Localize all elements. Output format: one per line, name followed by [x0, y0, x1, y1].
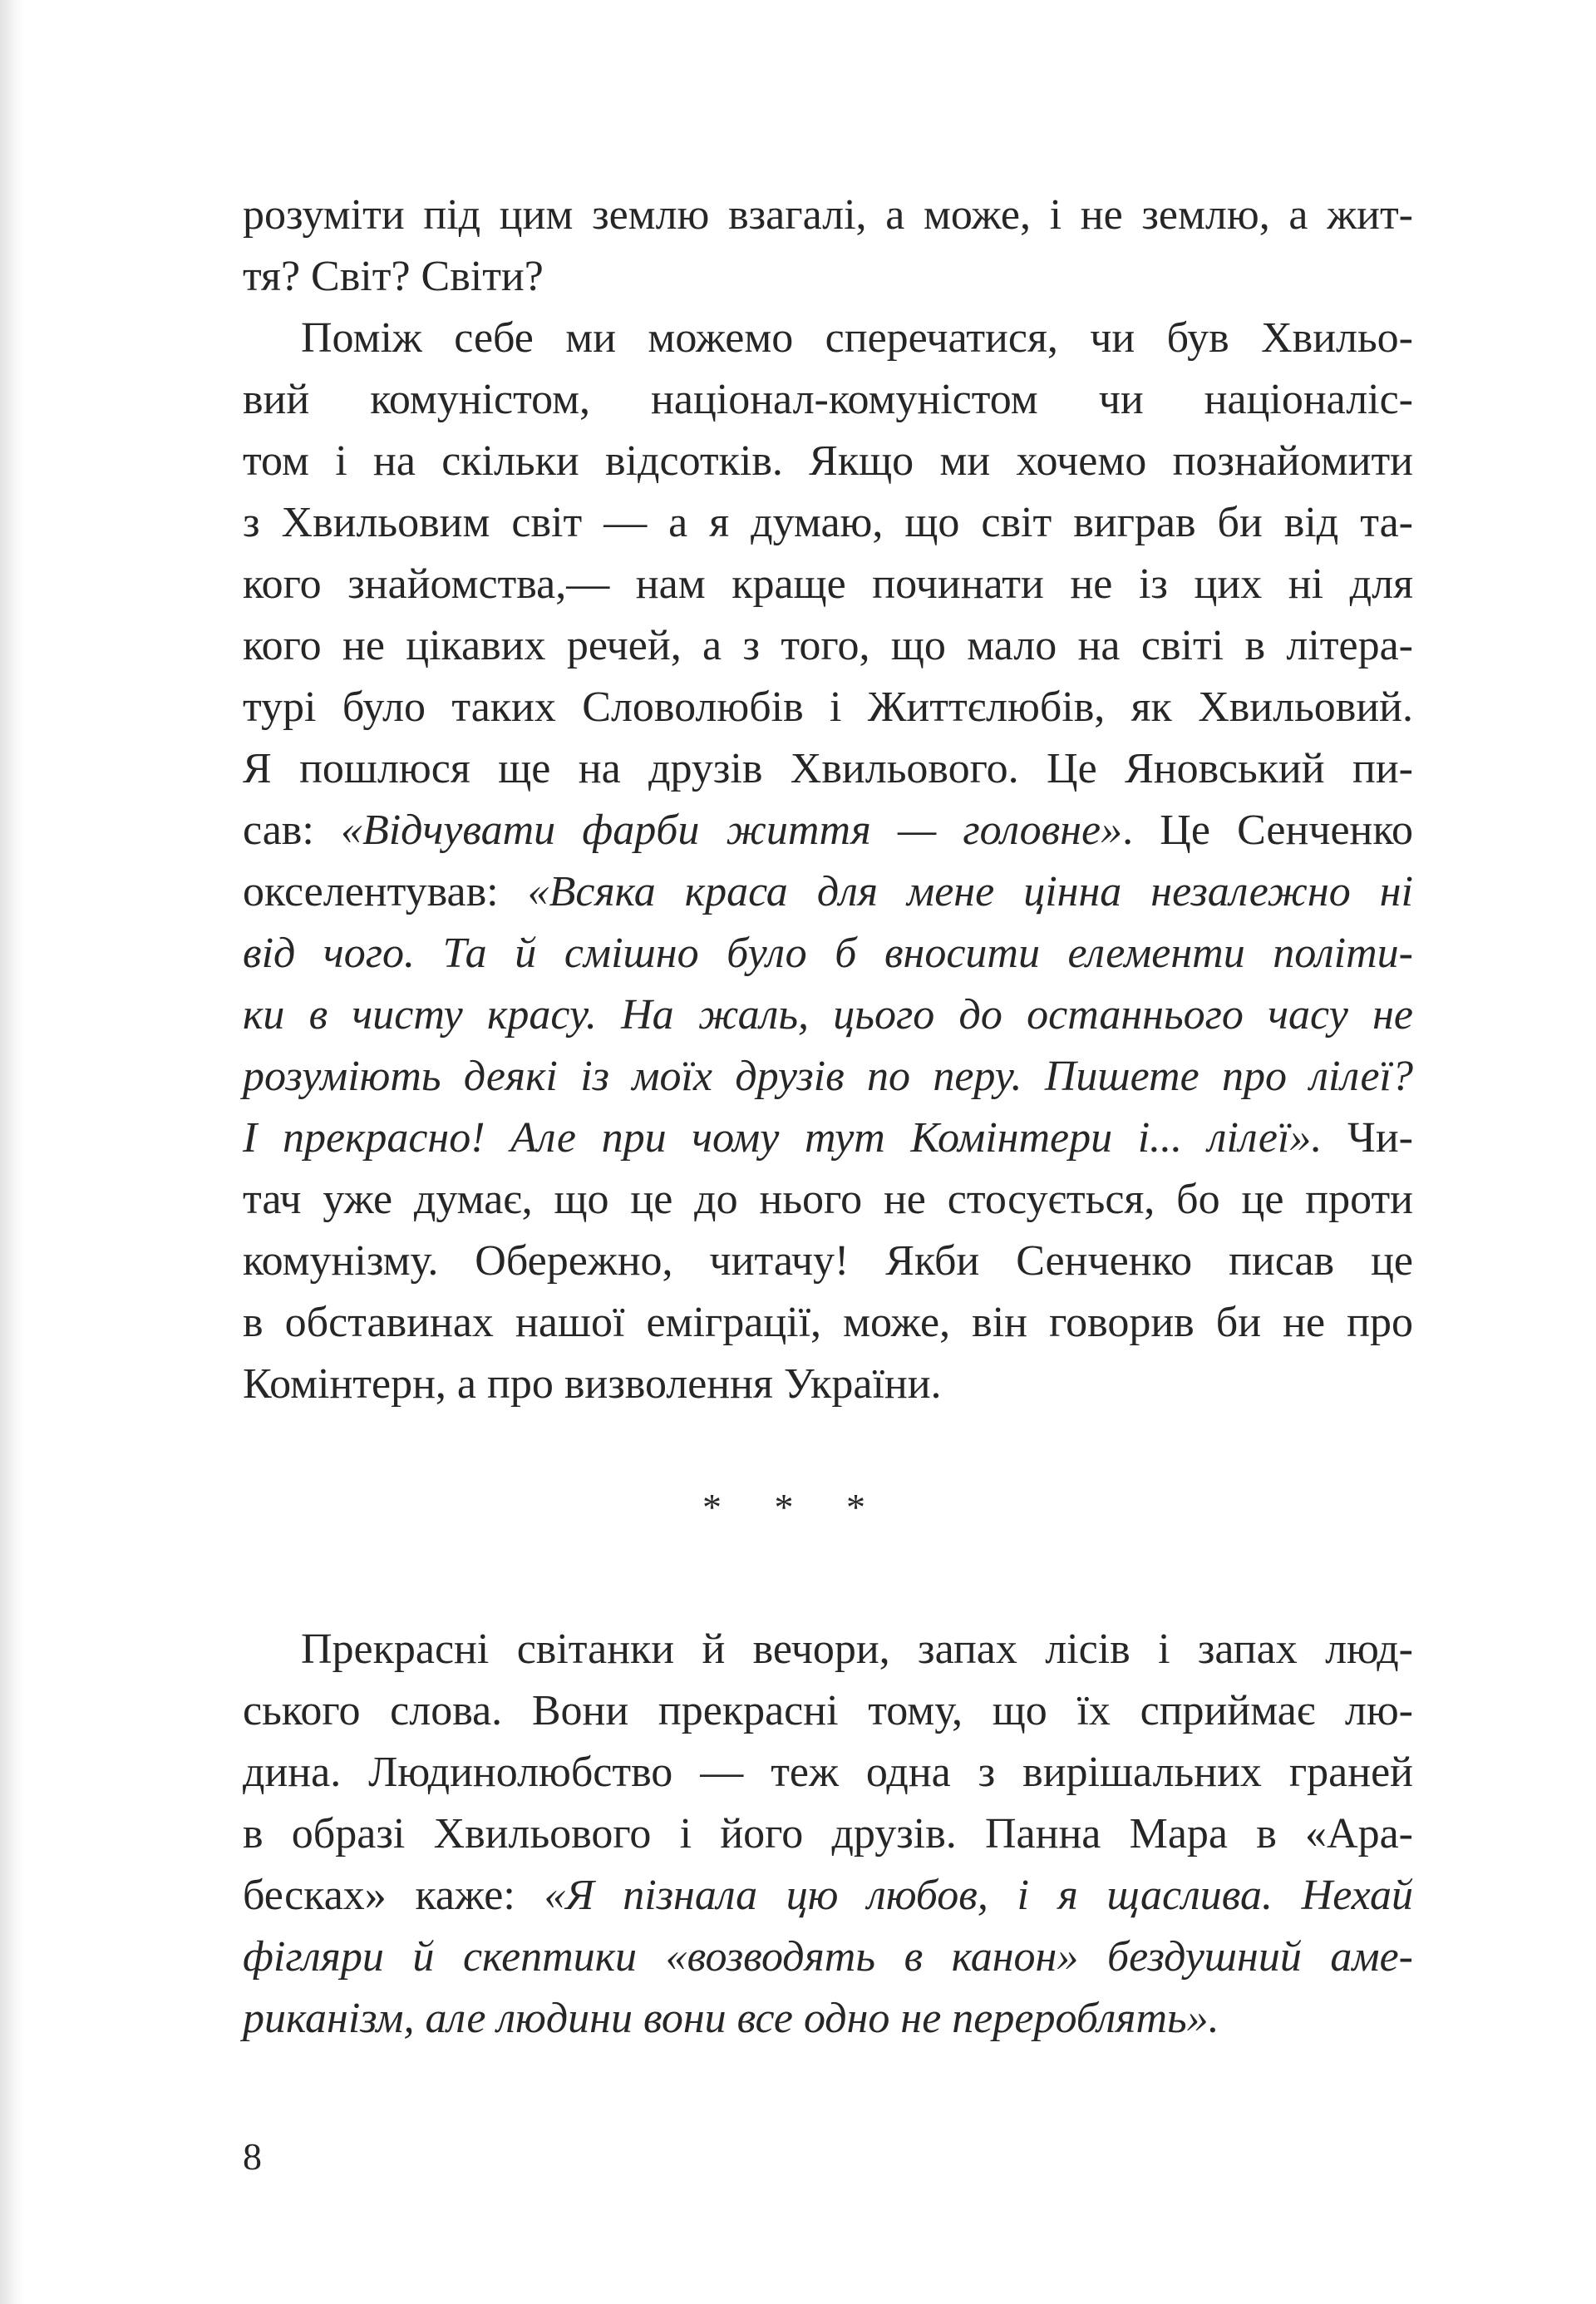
- text-segment: Прекрасні світанки й вечори, запах лісів і запах люд-: [301, 1626, 1413, 1673]
- italic-text-segment: «Я пізнала цю любов, і я щаслива. Нехай: [544, 1872, 1413, 1919]
- text-segment: розуміти під цим землю взагалі, а може, і не землю, а жит-: [243, 191, 1413, 239]
- text-line: [243, 800, 1413, 861]
- page-number: 8: [243, 2135, 262, 2178]
- text-line: [243, 923, 1413, 984]
- text-segment: сав:: [243, 807, 341, 854]
- italic-text-segment: фігляри й скептики «возводять в канон» бездушний аме-: [243, 1933, 1413, 1981]
- text-segment: Поміж себе ми можемо сперечатися, чи був Хвильо-: [301, 314, 1413, 362]
- text-segment: кого знайомства,— нам краще починати не із цих ні для: [243, 560, 1413, 608]
- text-segment: Чи-: [1322, 1114, 1413, 1162]
- scan-edge-shadow: [0, 0, 25, 2304]
- text-segment: з Хвильовим світ — а я думаю, що світ виграв би від та-: [243, 499, 1413, 546]
- text-line: [243, 1680, 1413, 1742]
- text-segment: тач уже думає, що це до нього не стосується, бо це проти: [243, 1176, 1413, 1223]
- text-line: [243, 615, 1413, 677]
- text-line: [243, 369, 1413, 431]
- text-segment: комунізму. Обережно, читачу! Якби Сенченко писав це: [243, 1237, 1413, 1285]
- italic-text-segment: ки в чисту красу. На жаль, цього до останнього часу не: [243, 991, 1413, 1039]
- text-line: [243, 1046, 1413, 1108]
- text-line: [243, 1742, 1413, 1803]
- text-line: [243, 984, 1413, 1046]
- text-line: [243, 1231, 1413, 1292]
- text-line: [243, 246, 1413, 308]
- text-line: [243, 1865, 1413, 1927]
- text-line: [243, 677, 1413, 738]
- text-segment: Я пошлюся ще на друзів Хвильового. Це Яновський пи-: [243, 745, 1413, 792]
- italic-text-segment: «Всяка краса для мене цінна незалежно ні: [527, 868, 1413, 915]
- text-segment: . Це Сенченко: [1122, 807, 1414, 854]
- text-column: [243, 185, 1413, 2050]
- paragraph: [243, 1619, 1413, 2050]
- text-line: [243, 1108, 1413, 1169]
- text-segment: дина. Людинолюбство — теж одна з вирішальних граней: [243, 1749, 1413, 1796]
- text-line: [243, 1619, 1413, 1680]
- paragraph: [243, 185, 1413, 308]
- text-line: [243, 431, 1413, 492]
- paragraph: [243, 308, 1413, 1415]
- text-segment: вий комуністом, націонал-комуністом чи націоналіс-: [243, 376, 1413, 423]
- text-line: [243, 308, 1413, 369]
- text-line: [243, 1803, 1413, 1865]
- italic-text-segment: І прекрасно! Але при чому тут Комінтери і... лілеї».: [243, 1114, 1323, 1162]
- text-line: [243, 1354, 1413, 1415]
- text-segment: бесках» каже:: [243, 1872, 544, 1919]
- text-segment: тя? Світ? Світи?: [243, 253, 544, 300]
- section-separator-stars: * * *: [702, 1486, 887, 1528]
- text-line: [243, 1169, 1413, 1231]
- text-line: [243, 185, 1413, 246]
- text-line: [243, 1292, 1413, 1354]
- text-segment: кого не цікавих речей, а з того, що мало на світі в літера-: [243, 622, 1413, 669]
- text-segment: Комінтерн, а про визволення України.: [243, 1360, 942, 1408]
- text-segment: турі було таких Словолюбів і Життєлюбів, як Хвильовий.: [243, 683, 1413, 731]
- text-line: [243, 554, 1413, 615]
- text-line: [243, 1988, 1413, 2050]
- text-line: [243, 1927, 1413, 1988]
- text-segment: окселентував:: [243, 868, 528, 915]
- text-segment: в обставинах нашої еміграції, може, він говорив би не про: [243, 1299, 1413, 1346]
- text-line: [243, 492, 1413, 554]
- italic-text-segment: риканізм, але людини вони все одно не перероблять».: [243, 1995, 1219, 2042]
- italic-text-segment: розуміють деякі із моїх друзів по перу. Пишете про лілеї?: [243, 1053, 1413, 1100]
- text-segment: том і на скільки відсотків. Якщо ми хочемо познайомити: [243, 437, 1413, 485]
- text-segment: в образі Хвильового і його друзів. Панна Мара в «Ара-: [243, 1810, 1413, 1858]
- text-line: [243, 861, 1413, 923]
- italic-text-segment: «Відчувати фарби життя — головне»: [340, 807, 1123, 854]
- italic-text-segment: від чого. Та й смішно було б вносити елементи політи-: [243, 930, 1413, 977]
- text-segment: ського слова. Вони прекрасні тому, що їх сприймає лю-: [243, 1687, 1413, 1734]
- text-line: [243, 738, 1413, 800]
